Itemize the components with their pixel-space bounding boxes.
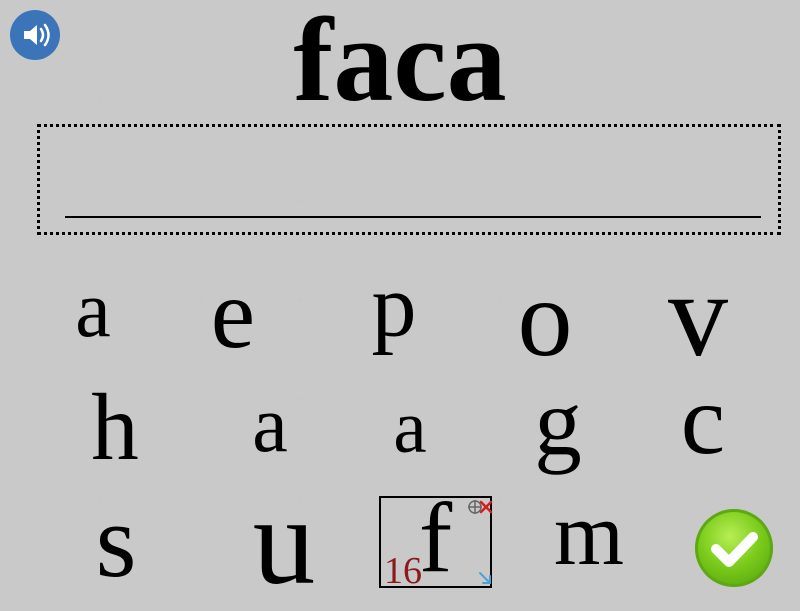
target-word: faca: [293, 0, 507, 126]
letter-tile[interactable]: v: [668, 248, 728, 381]
letter-tile[interactable]: u: [252, 473, 316, 611]
resize-icon: [477, 570, 493, 586]
letter-tile[interactable]: a: [75, 266, 111, 354]
letter-tile[interactable]: e: [210, 258, 256, 369]
selected-letter: f: [418, 482, 453, 593]
letter-tile[interactable]: h: [91, 374, 139, 480]
letter-tile[interactable]: m: [553, 485, 625, 584]
answer-drop-zone[interactable]: [37, 124, 781, 235]
letter-count: 16: [384, 550, 422, 592]
letter-tile[interactable]: g: [534, 369, 582, 475]
check-icon: [695, 509, 773, 587]
answer-line: [65, 216, 761, 218]
letter-tile[interactable]: p: [371, 257, 417, 356]
close-icon: [478, 499, 494, 515]
resize-handle[interactable]: [477, 570, 493, 586]
letter-tile[interactable]: o: [517, 257, 573, 379]
letter-tile[interactable]: a: [252, 381, 288, 469]
check-answer-button[interactable]: [695, 509, 773, 587]
delete-tile-button[interactable]: [478, 499, 494, 515]
letter-tile[interactable]: a: [393, 386, 427, 469]
letter-tile[interactable]: c: [680, 364, 726, 475]
letter-tile[interactable]: s: [95, 482, 137, 599]
selected-letter-tile[interactable]: [379, 482, 492, 593]
